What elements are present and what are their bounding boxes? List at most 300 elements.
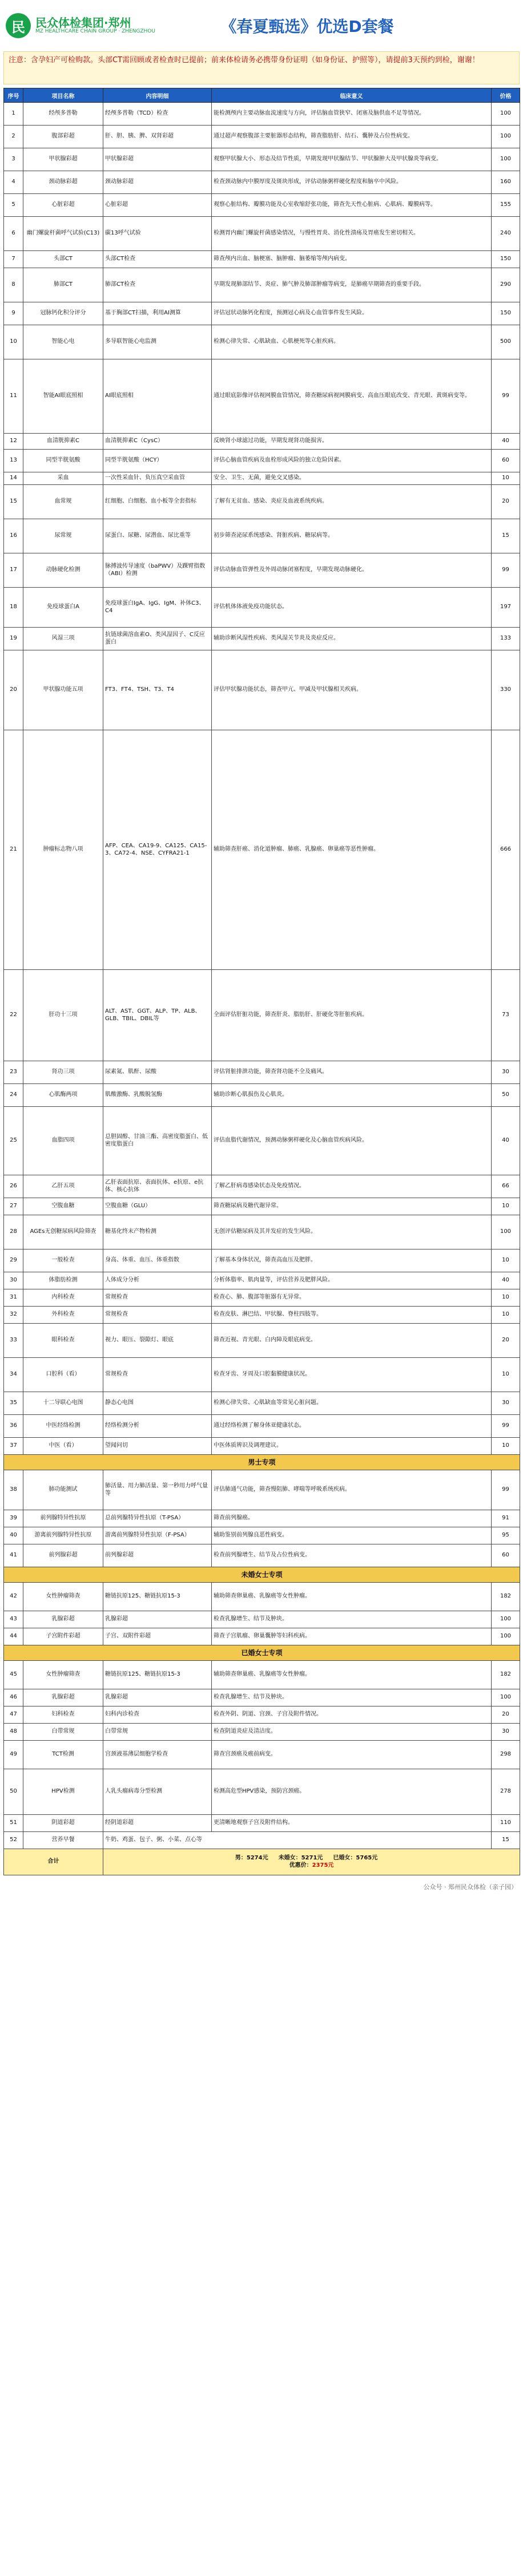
row-price: 298	[492, 1741, 520, 1769]
row-detail: 人乳头瘤病毒分型检测	[103, 1769, 212, 1815]
table-row	[4, 1438, 520, 1455]
row-meaning: 反映肾小球滤过功能，早期发现肾功能损害。	[212, 434, 492, 450]
row-no: 15	[4, 485, 23, 519]
row-detail: 抗链球菌溶血素O、类风湿因子、C反应蛋白	[103, 628, 212, 650]
table-row	[4, 1107, 520, 1175]
table-row	[4, 302, 520, 325]
row-no: 47	[4, 1706, 23, 1724]
row-meaning: 评估血脂代谢情况，预测动脉粥样硬化及心脑血管疾病风险。	[212, 1107, 492, 1175]
row-detail: 红细胞、白细胞、血小板等全套指标	[103, 485, 212, 519]
row-no: 32	[4, 1307, 23, 1324]
row-detail: 乙肝表面抗原、表面抗体、e抗原、e抗体、核心抗体	[103, 1175, 212, 1198]
row-price: 99	[492, 1415, 520, 1438]
row-name: 体脂肪检测	[23, 1272, 103, 1289]
row-detail: 宫颈液基薄层细胞学检查	[103, 1741, 212, 1769]
row-detail: 常规检查	[103, 1307, 212, 1324]
special-price-label: 优惠价：	[289, 1862, 312, 1869]
row-price: 133	[492, 628, 520, 650]
row-price: 240	[492, 217, 520, 251]
row-meaning: 检查外阴、阴道、宫颈、子宫及附件情况。	[212, 1706, 492, 1724]
row-no: 34	[4, 1358, 23, 1392]
row-meaning: 观察甲状腺大小、形态及结节性质，早期发现甲状腺结节、甲状腺肿大及甲状腺炎等病变。	[212, 148, 492, 171]
header-detail: 内容明细	[103, 88, 212, 103]
row-detail: 免疫球蛋白IgA、IgG、IgM、补体C3、C4	[103, 588, 212, 628]
row-price: 95	[492, 1527, 520, 1544]
table-row	[4, 1689, 520, 1706]
table-row	[4, 1527, 520, 1544]
row-no: 28	[4, 1215, 23, 1249]
row-meaning: 了解基本身体状况，筛查高血压及肥胖。	[212, 1249, 492, 1272]
row-price: 60	[492, 450, 520, 472]
row-detail: 肌酸激酶、乳酸脱氢酶	[103, 1084, 212, 1107]
row-detail: 常规检查	[103, 1289, 212, 1307]
row-price: 73	[492, 970, 520, 1061]
row-detail: 乳腺彩超	[103, 1611, 212, 1628]
header-no: 序号	[4, 88, 23, 103]
row-no: 27	[4, 1198, 23, 1215]
row-no: 11	[4, 359, 23, 434]
row-no: 3	[4, 148, 23, 171]
row-price: 91	[492, 1510, 520, 1527]
section-header	[4, 1455, 520, 1470]
row-name: 口腔科（看）	[23, 1358, 103, 1392]
row-no: 14	[4, 472, 23, 485]
table-row	[4, 1611, 520, 1628]
row-name: 免疫球蛋白A	[23, 588, 103, 628]
row-meaning: 检测心律失常、心肌缺血等常见心脏问题。	[212, 1392, 492, 1415]
row-meaning: 更清晰地观察子宫及附件结构。	[212, 1815, 492, 1832]
row-price: 10	[492, 1358, 520, 1392]
row-price: 182	[492, 1661, 520, 1689]
table-row	[4, 1510, 520, 1527]
row-detail: 常规检查	[103, 1358, 212, 1392]
header-name: 项目名称	[23, 88, 103, 103]
row-detail: 颈动脉彩超	[103, 171, 212, 194]
row-name: TCT检测	[23, 1741, 103, 1769]
row-meaning: 评估机体体液免疫功能状态。	[212, 588, 492, 628]
table-row	[4, 171, 520, 194]
row-name: 乳腺彩超	[23, 1689, 103, 1706]
table-row	[4, 553, 520, 588]
row-meaning: 筛查近视、青光眼、白内障及眼底病变。	[212, 1324, 492, 1358]
row-price: 99	[492, 553, 520, 588]
section-header	[4, 1567, 520, 1583]
row-name: HPV检测	[23, 1769, 103, 1815]
row-price: 100	[492, 103, 520, 126]
table-row	[4, 628, 520, 650]
row-meaning: 检查牙齿、牙周及口腔黏膜健康状况。	[212, 1358, 492, 1392]
row-price: 20	[492, 1706, 520, 1724]
row-no: 13	[4, 450, 23, 472]
row-no: 31	[4, 1289, 23, 1307]
header	[0, 0, 523, 51]
row-no: 20	[4, 650, 23, 730]
table-header-row	[4, 88, 520, 103]
table-row	[4, 434, 520, 450]
table-row	[4, 485, 520, 519]
row-price: 100	[492, 1611, 520, 1628]
row-detail: 总前列腺特异性抗原（T-PSA）	[103, 1510, 212, 1527]
row-price: 50	[492, 1084, 520, 1107]
row-meaning: 评估心脑血管疾病及血栓形成风险的独立危险因素。	[212, 450, 492, 472]
row-name: 乙肝五项	[23, 1175, 103, 1198]
table-row	[4, 450, 520, 472]
row-price: 290	[492, 268, 520, 302]
row-name: 肝功十三项	[23, 970, 103, 1061]
table-row	[4, 1084, 520, 1107]
row-price: 150	[492, 302, 520, 325]
row-detail: 头部CT检查	[103, 251, 212, 268]
table-row	[4, 251, 520, 268]
header-price: 价格	[492, 88, 520, 103]
table-row	[4, 1324, 520, 1358]
section-title: 已婚女士专项	[4, 1645, 520, 1661]
table-row	[4, 1307, 520, 1324]
table-row	[4, 126, 520, 148]
row-no: 36	[4, 1415, 23, 1438]
summary-item: 男：5274元	[235, 1855, 268, 1861]
brand-logo-icon: 民	[6, 13, 31, 38]
row-name: 颈动脉彩超	[23, 171, 103, 194]
row-detail: 经络检测分析	[103, 1415, 212, 1438]
row-name: 内科检查	[23, 1289, 103, 1307]
table-row	[4, 268, 520, 302]
row-name: 女性肿瘤筛查	[23, 1661, 103, 1689]
row-price: 30	[492, 1724, 520, 1741]
row-meaning: 了解有无贫血、感染、炎症及血液系统疾病。	[212, 485, 492, 519]
row-price: 100	[492, 1215, 520, 1249]
row-detail: 碳13呼气试验	[103, 217, 212, 251]
row-meaning: 安全、卫生、无菌，避免交叉感染。	[212, 472, 492, 485]
brand-name-en: MZ HEALTHCARE CHAIN GROUP · ZHENGZHOU	[35, 29, 155, 35]
row-name: 肾功三项	[23, 1061, 103, 1084]
footer-watermark: 公众号 · 郑州民众体检（亲子园）	[423, 1883, 517, 1891]
page-title: 《春夏甄选》优选D套餐	[220, 17, 394, 36]
row-price: 10	[492, 1198, 520, 1215]
summary-label: 合计	[4, 1849, 103, 1875]
row-detail: 经阴道彩超	[103, 1815, 212, 1832]
row-name: 同型半胱氨酸	[23, 450, 103, 472]
row-name: 风湿三项	[23, 628, 103, 650]
row-price: 20	[492, 485, 520, 519]
row-no: 5	[4, 194, 23, 217]
row-meaning: 检查乳腺增生、结节及肿块。	[212, 1611, 492, 1628]
section-title: 男士专项	[4, 1455, 520, 1470]
row-no: 12	[4, 434, 23, 450]
row-no: 26	[4, 1175, 23, 1198]
table-row	[4, 1741, 520, 1769]
row-no: 2	[4, 126, 23, 148]
row-detail: 脉搏波传导速度（baPWV）及踝臂指数（ABI）检测	[103, 553, 212, 588]
row-no: 23	[4, 1061, 23, 1084]
table-row	[4, 1392, 520, 1415]
row-name: 腹部彩超	[23, 126, 103, 148]
row-name: 动脉硬化检测	[23, 553, 103, 588]
row-no: 7	[4, 251, 23, 268]
row-name: 心肌酶两项	[23, 1084, 103, 1107]
row-price: 10	[492, 1249, 520, 1272]
row-meaning: 了解乙肝病毒感染状态及免疫情况。	[212, 1175, 492, 1198]
row-price: 500	[492, 325, 520, 359]
row-no: 40	[4, 1527, 23, 1544]
row-price: 182	[492, 1583, 520, 1611]
row-no: 17	[4, 553, 23, 588]
row-detail: 糖链抗原125、糖链抗原15-3	[103, 1661, 212, 1689]
row-name: 甲状腺彩超	[23, 148, 103, 171]
row-price: 278	[492, 1769, 520, 1815]
row-meaning: 检查皮肤、淋巴结、甲状腺、脊柱四肢等。	[212, 1307, 492, 1324]
row-no: 19	[4, 628, 23, 650]
row-no: 24	[4, 1084, 23, 1107]
table-row	[4, 1175, 520, 1198]
row-price: 15	[492, 519, 520, 553]
row-detail: 子宫、双附件彩超	[103, 1628, 212, 1645]
row-meaning: 检查乳腺增生、结节及肿块。	[212, 1689, 492, 1706]
row-name: 阴道彩超	[23, 1815, 103, 1832]
header-meaning: 临床意义	[212, 88, 492, 103]
row-no: 50	[4, 1769, 23, 1815]
row-meaning: 辅助筛查卵巢癌、乳腺癌等女性肿瘤。	[212, 1583, 492, 1611]
summary-item: 已婚女：5765元	[333, 1855, 378, 1861]
row-detail: 前列腺彩超	[103, 1544, 212, 1567]
row-meaning: 中医体质辨识及调理建议。	[212, 1438, 492, 1455]
row-no: 25	[4, 1107, 23, 1175]
row-meaning: 初步筛查泌尿系统感染、肾脏疾病、糖尿病等。	[212, 519, 492, 553]
row-name: 妇科检查	[23, 1706, 103, 1724]
table-row	[4, 588, 520, 628]
table-row	[4, 1724, 520, 1741]
row-no: 41	[4, 1544, 23, 1567]
row-name: 血常规	[23, 485, 103, 519]
row-no: 52	[4, 1832, 23, 1849]
row-name: 一般检查	[23, 1249, 103, 1272]
row-name: 白带常规	[23, 1724, 103, 1741]
row-no: 10	[4, 325, 23, 359]
table-row	[4, 1289, 520, 1307]
row-no: 33	[4, 1324, 23, 1358]
row-name: 中医（看）	[23, 1438, 103, 1455]
row-detail: 乳腺彩超	[103, 1689, 212, 1706]
row-detail: 甲状腺彩超	[103, 148, 212, 171]
row-name: 采血	[23, 472, 103, 485]
table-row	[4, 1061, 520, 1084]
row-name: 肺功能测试	[23, 1470, 103, 1510]
row-price: 30	[492, 1061, 520, 1084]
row-no: 48	[4, 1724, 23, 1741]
row-price: 100	[492, 126, 520, 148]
table-row	[4, 1470, 520, 1510]
row-name: 外科检查	[23, 1307, 103, 1324]
row-no: 21	[4, 730, 23, 970]
row-name: 心脏彩超	[23, 194, 103, 217]
row-price: 15	[492, 1832, 520, 1849]
row-price: 155	[492, 194, 520, 217]
table-row	[4, 325, 520, 359]
table-row	[4, 194, 520, 217]
row-name: 经颅多普勒	[23, 103, 103, 126]
row-price: 110	[492, 1815, 520, 1832]
row-no: 18	[4, 588, 23, 628]
table-row	[4, 359, 520, 434]
row-price: 10	[492, 1307, 520, 1324]
row-no: 42	[4, 1583, 23, 1611]
row-name: 智能AI眼底照相	[23, 359, 103, 434]
row-detail: 视力、眼压、裂隙灯、眼底	[103, 1324, 212, 1358]
table-row	[4, 1769, 520, 1815]
row-name: 十二导联心电图	[23, 1392, 103, 1415]
row-price: 197	[492, 588, 520, 628]
row-detail: 身高、体重、血压、体重指数	[103, 1249, 212, 1272]
row-no: 51	[4, 1815, 23, 1832]
row-no: 8	[4, 268, 23, 302]
row-price: 10	[492, 1438, 520, 1455]
row-meaning: 通过眼底影像评估视网膜血管情况，筛查糖尿病视网膜病变、高血压眼底改变、青光眼、黄斑病变等。	[212, 359, 492, 434]
table-row	[4, 519, 520, 553]
row-price: 99	[492, 359, 520, 434]
row-meaning: 检查阴道炎症及清洁度。	[212, 1724, 492, 1741]
row-meaning: 通过经络检测了解身体亚健康状态。	[212, 1415, 492, 1438]
row-detail: FT3、FT4、TSH、T3、T4	[103, 650, 212, 730]
row-meaning: 筛查子宫肌瘤、卵巢囊肿等妇科疾病。	[212, 1628, 492, 1645]
row-no: 35	[4, 1392, 23, 1415]
row-no: 30	[4, 1272, 23, 1289]
table-row	[4, 730, 520, 970]
row-meaning: 全面评估肝脏功能，筛查肝炎、脂肪肝、肝硬化等肝脏疾病。	[212, 970, 492, 1061]
row-price: 40	[492, 1107, 520, 1175]
row-no: 49	[4, 1741, 23, 1769]
row-detail: 基于胸部CT扫描，利用AI测算	[103, 302, 212, 325]
row-name: 肿瘤标志物八项	[23, 730, 103, 970]
row-detail: 血清胱抑素C（CysC）	[103, 434, 212, 450]
row-price: 20	[492, 1324, 520, 1358]
row-name: 甲状腺功能五项	[23, 650, 103, 730]
row-detail: 总胆固醇、甘油三酯、高密度脂蛋白、低密度脂蛋白	[103, 1107, 212, 1175]
row-name: 前列腺彩超	[23, 1544, 103, 1567]
row-price: 10	[492, 472, 520, 485]
table-row	[4, 1815, 520, 1832]
row-meaning: 观察心脏结构、瓣膜功能及心室收缩舒张功能，筛查先天性心脏病、心肌病、瓣膜病等。	[212, 194, 492, 217]
row-price: 666	[492, 730, 520, 970]
row-detail: 望闻问切	[103, 1438, 212, 1455]
row-meaning: 能检测颅内主要动脉血流速度与方向，评估脑血管狭窄、闭塞及脑供血不足等情况。	[212, 103, 492, 126]
table-row	[4, 1215, 520, 1249]
row-detail: 牛奶、鸡蛋、包子、粥、小菜、点心等	[103, 1832, 492, 1849]
table-row	[4, 1832, 520, 1849]
row-detail: 尿蛋白、尿糖、尿潜血、尿比重等	[103, 519, 212, 553]
row-price: 30	[492, 1392, 520, 1415]
row-no: 1	[4, 103, 23, 126]
table-row	[4, 1249, 520, 1272]
row-name: 血脂四项	[23, 1107, 103, 1175]
row-name: 前列腺特异性抗原	[23, 1510, 103, 1527]
row-no: 4	[4, 171, 23, 194]
row-meaning: 评估甲状腺功能状态，筛查甲亢、甲减及甲状腺相关疾病。	[212, 650, 492, 730]
row-name: 血清胱抑素C	[23, 434, 103, 450]
summary-item: 未婚女：5271元	[278, 1855, 323, 1861]
section-header	[4, 1645, 520, 1661]
table-row	[4, 1544, 520, 1567]
row-meaning: 检测高危型HPV感染，预防宫颈癌。	[212, 1769, 492, 1815]
table-row	[4, 970, 520, 1061]
row-no: 46	[4, 1689, 23, 1706]
row-no: 9	[4, 302, 23, 325]
row-name: 幽门螺旋杆菌呼气试验(C13)	[23, 217, 103, 251]
row-name: 营养早餐	[23, 1832, 103, 1849]
row-price: 150	[492, 251, 520, 268]
table-row	[4, 650, 520, 730]
row-name: 智能心电	[23, 325, 103, 359]
row-name: 尿常规	[23, 519, 103, 553]
table-row	[4, 1272, 520, 1289]
table-row	[4, 472, 520, 485]
row-price: 40	[492, 1272, 520, 1289]
row-name: 眼科检查	[23, 1324, 103, 1358]
table-row	[4, 1358, 520, 1392]
row-name: 中医经络检测	[23, 1415, 103, 1438]
row-name: 冠脉钙化积分评分	[23, 302, 103, 325]
row-detail: AI眼底照相	[103, 359, 212, 434]
special-price: 2375元	[312, 1862, 334, 1869]
row-meaning: 评估肺通气功能，筛查慢阻肺、哮喘等呼吸系统疾病。	[212, 1470, 492, 1510]
row-meaning: 辅助筛查卵巢癌、乳腺癌等女性肿瘤。	[212, 1661, 492, 1689]
package-table	[3, 88, 520, 1875]
row-no: 38	[4, 1470, 23, 1510]
table-row	[4, 103, 520, 126]
row-meaning: 早期发现肺部结节、炎症、肺气肿及肺部肿瘤等病变，是肺癌早期筛查的重要手段。	[212, 268, 492, 302]
row-price: 99	[492, 1470, 520, 1510]
row-meaning: 筛查宫颈癌及癌前病变。	[212, 1741, 492, 1769]
brand-name: 民众体检集团·郑州	[35, 16, 131, 30]
row-detail: AFP、CEA、CA19-9、CA125、CA15-3、CA72-4、NSE、CYFRA21-1	[103, 730, 212, 970]
row-meaning: 辅助筛查肝癌、消化道肿瘤、肺癌、乳腺癌、卵巢癌等恶性肿瘤。	[212, 730, 492, 970]
row-meaning: 评估肾脏排泄功能，筛查肾功能不全及痛风。	[212, 1061, 492, 1084]
row-price: 40	[492, 434, 520, 450]
row-meaning: 分析体脂率、肌肉量等，评估营养及肥胖风险。	[212, 1272, 492, 1289]
row-meaning: 筛查前列腺癌。	[212, 1510, 492, 1527]
row-name: AGEs无创糖尿病风险筛查	[23, 1215, 103, 1249]
row-detail: 静态心电图	[103, 1392, 212, 1415]
row-name: 子宫附件彩超	[23, 1628, 103, 1645]
row-detail: 经颅多普勒（TCD）检查	[103, 103, 212, 126]
row-no: 43	[4, 1611, 23, 1628]
row-price: 100	[492, 1628, 520, 1645]
row-meaning: 无创评估糖尿病及其并发症的发生风险。	[212, 1215, 492, 1249]
table-row	[4, 217, 520, 251]
row-no: 29	[4, 1249, 23, 1272]
row-price: 330	[492, 650, 520, 730]
row-no: 22	[4, 970, 23, 1061]
table-row	[4, 1706, 520, 1724]
row-meaning: 筛查颅内出血、脑梗塞、脑肿瘤、脑萎缩等颅内病变。	[212, 251, 492, 268]
row-name: 肺部CT	[23, 268, 103, 302]
row-detail: ALT、AST、GGT、ALP、TP、ALB、GLB、TBIL、DBIL等	[103, 970, 212, 1061]
row-no: 6	[4, 217, 23, 251]
row-meaning: 检查颈动脉内中膜厚度及斑块形成，评估动脉粥样硬化程度和脑卒中风险。	[212, 171, 492, 194]
table-row	[4, 1628, 520, 1645]
row-meaning: 检测心律失常、心肌缺血、心肌梗死等心脏疾病。	[212, 325, 492, 359]
row-detail: 游离前列腺特异性抗原（F-PSA）	[103, 1527, 212, 1544]
row-meaning: 通过超声观察腹部主要脏器形态结构，筛查脂肪肝、结石、囊肿及占位性病变。	[212, 126, 492, 148]
table-row	[4, 1583, 520, 1611]
row-no: 45	[4, 1661, 23, 1689]
summary-values	[103, 1849, 520, 1875]
row-no: 44	[4, 1628, 23, 1645]
row-price: 66	[492, 1175, 520, 1198]
row-detail: 同型半胱氨酸（HCY）	[103, 450, 212, 472]
row-detail: 肺活量、用力肺活量、第一秒用力呼气量等	[103, 1470, 212, 1510]
row-meaning: 评估冠状动脉钙化程度，预测冠心病及心血管事件发生风险。	[212, 302, 492, 325]
row-meaning: 辅助诊断心肌损伤及心肌炎。	[212, 1084, 492, 1107]
